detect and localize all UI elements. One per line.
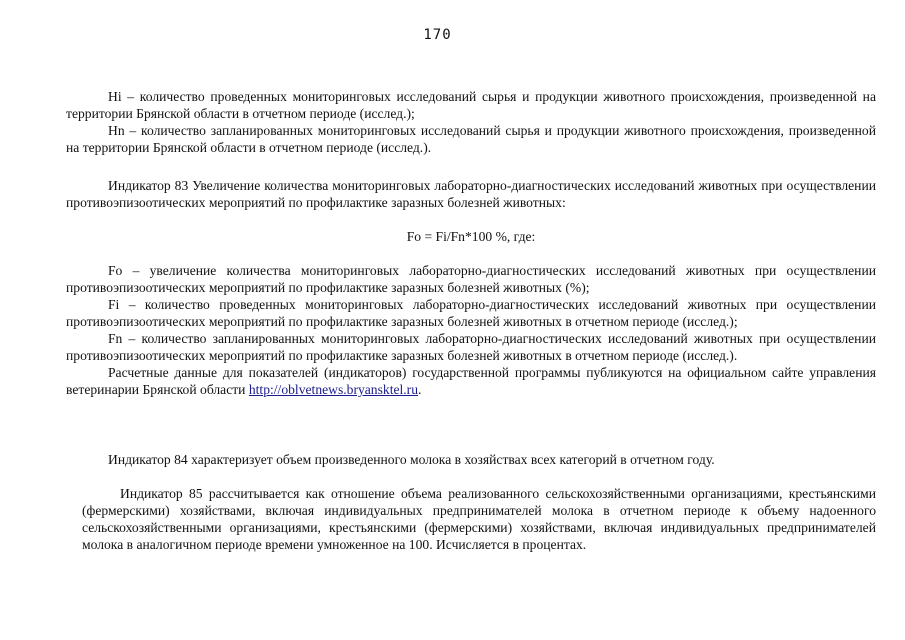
fo-fi-fn-definitions	[66, 262, 876, 398]
indicator-83-text: Индикатор 83 Увеличение количества мониторинговых лабораторно-диагностических исследований животных при осуществлении противоэпизоотических мероприятий по профилактике заразных болезней животных:	[66, 178, 876, 210]
indicator-85-text: Индикатор 85 рассчитывается как отношение объема реализованного сельскохозяйственными организациями, крестьянскими (фермерскими) хозяйствами, включая индивидуальных предпринимателей молока в отчетном периоде к объему надоенного сельскохозяйственными организациями, крестьянскими (фермерскими) хозяйствами, включая индивидуальных предпринимателей молока в аналогичном периоде времени умноженное на 100. Исчисляется в процентах.	[82, 486, 876, 552]
hi-definition: Hi – количество проведенных мониторинговых исследований сырья и продукции животного происхождения, произведенной на территории Брянской области в отчетном периоде (исслед.);	[66, 89, 876, 121]
calc-data-paragraph	[66, 364, 876, 398]
page-number: 170	[423, 27, 452, 43]
formula-block	[66, 228, 876, 245]
calc-data-end: .	[418, 382, 422, 397]
indicator-85	[82, 485, 876, 553]
indicator-84-text: Индикатор 84 характеризует объем произведенного молока в хозяйствах всех категорий в отчетном году.	[108, 452, 715, 467]
indicator-84	[66, 451, 876, 468]
fi-definition: Fi – количество проведенных мониторинговых лабораторно-диагностических исследований животных при осуществлении противоэпизоотических мероприятий по профилактике заразных болезней животных в отчетном периоде (исслед.);	[66, 297, 876, 329]
indicator-83	[66, 177, 876, 211]
fo-definition: Fo – увеличение количества мониторинговых лабораторно-диагностических исследований животных при осуществлении противоэпизоотических мероприятий по профилактике заразных болезней животных (%);	[66, 263, 876, 295]
formula: Fo = Fi/Fn*100 %, где:	[406, 229, 536, 244]
vet-website-link[interactable]: http://oblvetnews.bryansktel.ru	[248, 382, 418, 397]
hn-definition: Hn – количество запланированных мониторинговых исследований сырья и продукции животного происхождения, произведенной на территории Брянской области в отчетном периоде (исслед.).	[66, 123, 876, 155]
calc-data-text: Расчетные данные для показателей (индикаторов) государственной программы публикуются на официальном сайте управления ветеринарии Брянской области	[66, 365, 876, 397]
hi-hn-definitions	[66, 88, 876, 156]
fn-definition: Fn – количество запланированных мониторинговых лабораторно-диагностических исследований животных при осуществлении противоэпизоотических мероприятий по профилактике заразных болезней животных в отчетном периоде (исслед.).	[66, 331, 876, 363]
